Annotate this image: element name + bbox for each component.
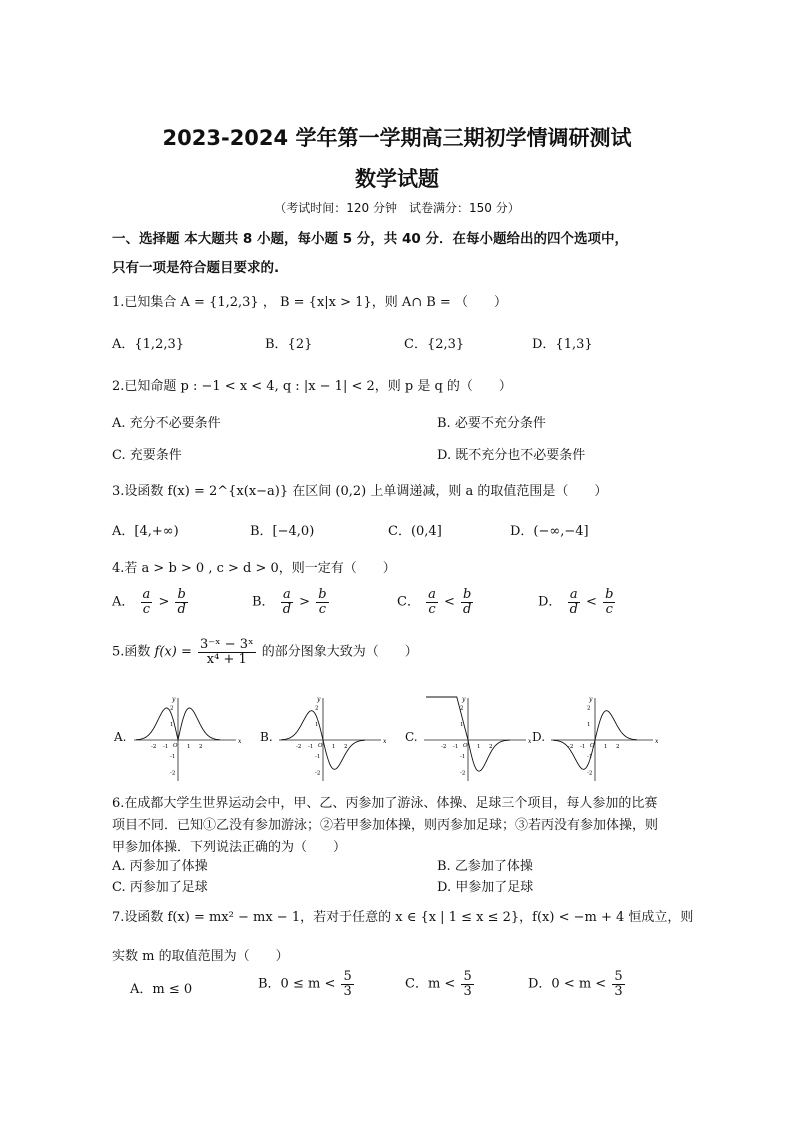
y-tick-label: -2 xyxy=(587,770,593,777)
y-tick-label: -2 xyxy=(170,770,176,777)
q7-option-c xyxy=(405,970,476,998)
fraction xyxy=(141,588,153,616)
q1-option-b: B．{2} xyxy=(265,337,313,352)
section-heading: 一、选择题 本大题共 8 小题，每小题 5 分，共 40 分．在每小题给出的四个选项中， xyxy=(112,231,628,247)
q3-option-a: A．[4,+∞) xyxy=(112,524,179,539)
q4-stem: 4.若 a > b > 0 , c > d > 0，则一定有（ ） xyxy=(112,561,396,576)
denominator: d xyxy=(282,601,292,617)
q1-option-d: D．{1,3} xyxy=(532,337,593,352)
y-tick-label: -1 xyxy=(315,754,321,761)
x-tick-label: 2 xyxy=(199,744,203,750)
denominator: 3 xyxy=(343,983,352,999)
q7-option-b-label: B．0 ≤ m < xyxy=(258,976,336,992)
denominator: x⁴ + 1 xyxy=(206,651,247,667)
numerator: b xyxy=(463,587,472,602)
q5-label-b: B. xyxy=(260,730,273,744)
q5-stem-prefix: 5.函数 xyxy=(112,644,151,660)
x-axis-label: x xyxy=(655,738,659,745)
x-axis-label: x xyxy=(238,738,242,745)
y-tick-label: -1 xyxy=(460,754,466,761)
y-tick-label: 2 xyxy=(315,705,319,712)
origin-label: O xyxy=(590,743,595,749)
operator: > xyxy=(299,594,311,610)
denominator: c xyxy=(428,601,436,617)
exam-time-note: （考试时间：120 分钟 试卷满分：150 分） xyxy=(274,201,520,215)
q4-option-c-label: C． xyxy=(397,594,420,610)
q7-option-a: A．m ≤ 0 xyxy=(130,982,193,997)
y-tick-label: 1 xyxy=(170,721,174,728)
origin-label: O xyxy=(173,743,178,749)
x-axis-label: x xyxy=(528,738,532,745)
q1-option-a: A．{1,2,3} xyxy=(112,337,185,352)
fraction xyxy=(612,970,624,998)
numerator: b xyxy=(177,587,186,602)
y-tick-label: 1 xyxy=(587,721,591,728)
q3-stem: 3.设函数 f(x) = 2^{x(x−a)} 在区间 (0,2) 上单调递减，则 a 的取值范围是（ ） xyxy=(112,484,608,499)
q5-graph-b xyxy=(273,695,388,785)
x-tick-label: 2 xyxy=(489,744,493,750)
q7-stem-line1: 7.设函数 f(x) = mx² − mx − 1，若对于任意的 x ∈ {x | 1 ≤ x ≤ 2}，f(x) < −m + 4 恒成立，则 xyxy=(112,910,694,925)
x-tick-label: 1 xyxy=(604,744,608,750)
q2-option-b: B. 必要不充分条件 xyxy=(437,416,546,431)
fraction xyxy=(461,588,473,616)
numerator: 5 xyxy=(463,969,472,984)
y-tick-label: 1 xyxy=(460,721,464,728)
fraction xyxy=(603,588,615,616)
denominator: c xyxy=(605,601,613,617)
q4-option-b-label: B． xyxy=(252,594,275,610)
fraction xyxy=(426,588,438,616)
x-tick-label: -1 xyxy=(308,744,314,750)
y-tick-label: -1 xyxy=(587,754,593,761)
y-tick-label: -2 xyxy=(315,770,321,777)
y-tick-label: 2 xyxy=(587,705,591,712)
section-heading-cont: 只有一项是符合题目要求的. xyxy=(112,260,280,276)
denominator: d xyxy=(569,601,578,617)
q6-option-c: C. 丙参加了足球 xyxy=(112,880,208,895)
q1-stem: 1.已知集合 A = {1,2,3} ， B = {x|x > 1}，则 A∩ B = （ ） xyxy=(112,295,507,310)
q7-option-d xyxy=(528,970,627,998)
y-axis-label: y xyxy=(589,696,593,703)
exam-title: 2023-2024 学年第一学期高三期初学情调研测试 xyxy=(162,126,632,150)
x-tick-label: -1 xyxy=(453,744,459,750)
fraction xyxy=(281,588,293,616)
q4-option-d xyxy=(538,588,617,616)
q2-stem: 2.已知命题 p : −1 < x < 4, q : |x − 1| < 2，则 p 是 q 的（ ） xyxy=(112,379,512,394)
q4-option-c xyxy=(397,588,475,616)
exam-subtitle: 数学试题 xyxy=(355,167,439,191)
x-tick-label: 1 xyxy=(187,744,191,750)
numerator: a xyxy=(142,587,151,602)
q5-function-name: f(x) = xyxy=(154,644,192,660)
denominator: d xyxy=(177,601,186,617)
q2-option-c: C. 充要条件 xyxy=(112,448,182,463)
q6-stem-line3: 甲参加体操．下列说法正确的为（ ） xyxy=(112,840,347,855)
x-axis-label: x xyxy=(383,738,387,745)
y-tick-label: 2 xyxy=(170,705,174,712)
q2-option-d: D. 既不充分也不必要条件 xyxy=(437,448,586,463)
numerator: a xyxy=(428,587,436,602)
q5-graph-c xyxy=(418,695,533,785)
denominator: d xyxy=(463,601,472,617)
fraction xyxy=(461,970,473,998)
q5-label-a: A. xyxy=(114,730,127,744)
q4-option-a-label: A． xyxy=(112,594,135,610)
q4-option-d-label: D． xyxy=(538,594,562,610)
numerator: a xyxy=(568,588,580,603)
q3-option-d: D．(−∞,−4] xyxy=(510,524,589,539)
y-tick-label: -1 xyxy=(170,754,176,761)
operator: < xyxy=(444,594,455,610)
fraction xyxy=(341,970,353,998)
numerator: 5 xyxy=(343,969,352,984)
q5-graph-a xyxy=(128,695,243,785)
q6-option-b: B. 乙参加了体操 xyxy=(437,859,533,874)
q6-stem-line2: 项目不同．已知①乙没有参加游泳；②若甲参加体操，则丙参加足球；③若丙没有参加体操，则 xyxy=(112,818,659,833)
q5-fraction xyxy=(198,638,256,666)
x-tick-label: -2 xyxy=(568,744,574,750)
fraction xyxy=(175,588,187,616)
q5-graph-d xyxy=(545,695,660,785)
q7-option-d-label: D．0 < m < xyxy=(528,976,607,992)
denominator: c xyxy=(142,601,151,617)
y-axis-label: y xyxy=(462,696,466,703)
numerator: b xyxy=(605,587,614,602)
denominator: 3 xyxy=(614,983,623,999)
y-tick-label: -2 xyxy=(460,770,466,777)
x-tick-label: -2 xyxy=(441,744,447,750)
numerator: 3⁻ˣ − 3ˣ xyxy=(200,637,254,652)
origin-label: O xyxy=(463,743,468,749)
q4-option-a xyxy=(112,588,190,616)
q4-option-b xyxy=(252,588,331,616)
q6-stem-line1: 6.在成都大学生世界运动会中，甲、乙、丙参加了游泳、体操、足球三个项目，每人参加的比赛 xyxy=(112,796,658,811)
numerator: b xyxy=(318,587,327,602)
x-tick-label: -2 xyxy=(151,744,157,750)
q3-option-c: C．(0,4] xyxy=(388,524,442,539)
x-tick-label: 1 xyxy=(332,744,336,750)
x-tick-label: 2 xyxy=(616,744,620,750)
x-tick-label: 2 xyxy=(344,744,348,750)
denominator: c xyxy=(318,601,327,617)
q5-stem xyxy=(112,638,418,666)
q7-stem-line2: 实数 m 的取值范围为（ ） xyxy=(112,949,289,964)
x-tick-label: 1 xyxy=(477,744,481,750)
operator: > xyxy=(158,594,170,610)
q7-option-b xyxy=(258,970,356,998)
origin-label: O xyxy=(318,743,323,749)
q2-option-a: A. 充分不必要条件 xyxy=(112,416,221,431)
fraction xyxy=(568,588,580,616)
y-tick-label: 2 xyxy=(460,705,464,712)
x-tick-label: -2 xyxy=(296,744,302,750)
y-axis-label: y xyxy=(317,696,321,703)
y-tick-label: 1 xyxy=(315,721,319,728)
q7-option-c-label: C．m < xyxy=(405,976,456,992)
q5-label-c: C. xyxy=(405,730,418,744)
y-axis-label: y xyxy=(172,696,176,703)
q5-label-d: D. xyxy=(532,730,546,744)
numerator: 5 xyxy=(614,969,623,984)
numerator: a xyxy=(281,588,293,603)
x-tick-label: -1 xyxy=(163,744,169,750)
q1-option-c: C．{2,3} xyxy=(404,337,465,352)
denominator: 3 xyxy=(463,983,472,999)
fraction xyxy=(316,588,328,616)
operator: < xyxy=(586,594,597,610)
q6-option-d: D. 甲参加了足球 xyxy=(437,880,534,895)
x-tick-label: -1 xyxy=(580,744,586,750)
q6-option-a: A. 丙参加了体操 xyxy=(112,859,208,874)
q5-stem-suffix: 的部分图象大致为（ ） xyxy=(261,644,418,660)
q3-option-b: B．[−4,0) xyxy=(250,524,315,539)
